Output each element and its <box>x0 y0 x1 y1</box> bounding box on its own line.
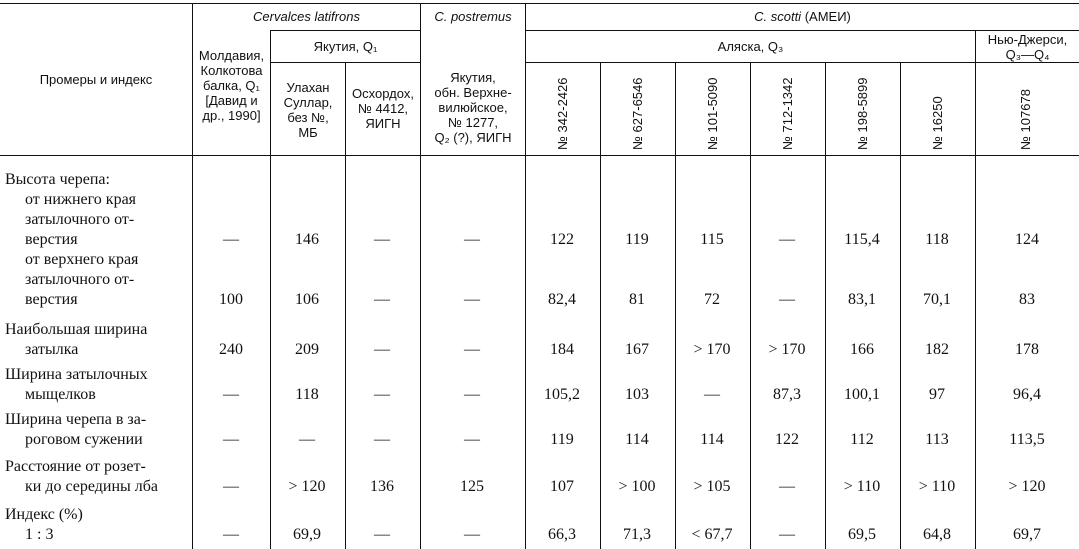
table-cell: 66,3 <box>548 526 576 543</box>
row-label: затылочного от- <box>25 211 135 228</box>
header-bottom-rule <box>0 155 1079 156</box>
col-moldova-line: Колкотова <box>200 63 263 78</box>
table-cell: 69,7 <box>1013 526 1041 543</box>
specimen-16250: № 16250 <box>930 96 945 150</box>
col-oskhordokh-line: Осхордох, <box>352 86 414 101</box>
table-cell: 240 <box>219 341 243 358</box>
row-label: роговом сужении <box>25 431 143 448</box>
row-label: Ширина черепа в за- <box>5 411 147 428</box>
table-cell: 122 <box>550 231 574 248</box>
table-cell: 100 <box>219 291 243 308</box>
table-cell: 100,1 <box>844 386 880 403</box>
col-rule-5 <box>525 3 526 549</box>
table-cell: — <box>223 478 239 495</box>
table-cell: 167 <box>625 341 649 358</box>
table-cell: 103 <box>625 386 649 403</box>
table-cell: > 120 <box>288 478 326 495</box>
col-postremus-line: Якутия, <box>450 70 496 85</box>
table-cell: 70,1 <box>923 291 951 308</box>
col-postremus-line: обн. Верхне- <box>434 85 512 100</box>
row-label: Расстояние от розет- <box>5 458 146 475</box>
col-oskhordokh-line: ЯИГН <box>365 116 401 131</box>
specimen-342-2426: № 342-2426 <box>555 77 570 150</box>
row-label: верстия <box>25 291 78 308</box>
table-cell: 69,5 <box>848 526 876 543</box>
table-cell: 82,4 <box>548 291 576 308</box>
row-label: мыщелков <box>25 386 96 403</box>
table-cell: 115,4 <box>844 231 880 248</box>
table-cell: 184 <box>550 341 574 358</box>
table-cell: — <box>223 526 239 543</box>
specimen-198-5899: № 198-5899 <box>855 77 870 150</box>
row-label: Ширина затылочных <box>5 366 148 383</box>
table-cell: > 100 <box>618 478 656 495</box>
table-cell: 118 <box>295 386 319 403</box>
table-cell: 115 <box>700 231 724 248</box>
col-new-jersey <box>976 32 1079 62</box>
table-cell: 112 <box>850 431 874 448</box>
table-cell: — <box>374 431 390 448</box>
row-label: 1 : 3 <box>25 526 54 543</box>
table-cell: 209 <box>295 341 319 358</box>
col-moldova-line: балка, Q₁ <box>203 78 260 93</box>
table-cell: — <box>464 291 480 308</box>
row-label-header: Промеры и индекс <box>39 72 153 87</box>
specimen-627-6546: № 627-6546 <box>630 77 645 150</box>
table-cell: 114 <box>700 431 724 448</box>
table-cell: — <box>464 526 480 543</box>
table-cell: — <box>223 431 239 448</box>
col-ulakhan-line: Суллар, <box>283 95 333 110</box>
table-cell: — <box>374 291 390 308</box>
table-cell: — <box>374 341 390 358</box>
table-cell: 87,3 <box>773 386 801 403</box>
table-cell: — <box>299 431 315 448</box>
col-postremus-line: вилюйское, <box>438 100 508 115</box>
table-cell: 125 <box>460 478 484 495</box>
table-cell: > 170 <box>768 341 806 358</box>
row-label: Индекс (%) <box>5 506 83 523</box>
table-cell: 71,3 <box>623 526 651 543</box>
table-cell: — <box>464 431 480 448</box>
table-cell: > 110 <box>843 478 881 495</box>
row-label: Наибольшая ширина <box>5 321 148 338</box>
col-oskhordokh-line: № 4412, <box>357 101 409 116</box>
group-c-scotti-source: (АМЕИ) <box>801 9 851 24</box>
table-cell: > 170 <box>693 341 731 358</box>
col-postremus-yakutia <box>421 70 525 145</box>
table-cell: 113,5 <box>1009 431 1045 448</box>
table-cell: 105,2 <box>544 386 580 403</box>
row-label: затылочного от- <box>25 271 135 288</box>
table-cell: — <box>464 341 480 358</box>
group-c-scotti <box>526 9 1079 24</box>
scotti-group-rule <box>525 30 1079 31</box>
col-ulakhan-line: МБ <box>298 125 318 140</box>
table-cell: 119 <box>550 431 574 448</box>
col-oskhordokh <box>346 86 420 131</box>
table-cell: — <box>464 231 480 248</box>
col-ulakhan-line: Улахан <box>286 80 330 95</box>
col-ulakhan <box>271 80 345 140</box>
table-cell: > 105 <box>693 478 731 495</box>
table-cell: 118 <box>925 231 949 248</box>
row-label: Высота черепа: <box>5 171 110 188</box>
table-cell: — <box>704 386 720 403</box>
table-cell: 97 <box>929 386 945 403</box>
top-rule <box>0 3 1079 4</box>
table-cell: 122 <box>775 431 799 448</box>
table-cell: — <box>779 526 795 543</box>
table-cell: 124 <box>1015 231 1039 248</box>
table-cell: 72 <box>704 291 720 308</box>
col-moldova <box>193 48 270 123</box>
table-cell: — <box>374 231 390 248</box>
table-cell: 113 <box>925 431 949 448</box>
specimen-712-1342: № 712-1342 <box>780 77 795 150</box>
table-cell: — <box>374 526 390 543</box>
table-cell: > 110 <box>918 478 956 495</box>
table-cell: 107 <box>550 478 574 495</box>
col-postremus-line: Q₂ (?), ЯИГН <box>434 130 512 145</box>
row-label: от нижнего края <box>25 191 137 208</box>
table-cell: 182 <box>925 341 949 358</box>
table-cell: 146 <box>295 231 319 248</box>
row-label: от верхнего края <box>25 251 139 268</box>
table-cell: 81 <box>629 291 645 308</box>
table-cell: — <box>779 231 795 248</box>
table-cell: 96,4 <box>1013 386 1041 403</box>
table-cell: 166 <box>850 341 874 358</box>
col-new-jersey-line: Нью-Джерси, <box>987 32 1068 47</box>
table-cell: — <box>779 291 795 308</box>
col-moldova-line: [Давид и <box>205 93 258 108</box>
table-cell: 119 <box>625 231 649 248</box>
col-postremus-line: № 1277, <box>447 115 499 130</box>
table-cell: 114 <box>625 431 649 448</box>
row-label: верстия <box>25 231 78 248</box>
table-cell: — <box>374 386 390 403</box>
table-cell: 83,1 <box>848 291 876 308</box>
group-c-postremus: C. postremus <box>434 9 512 24</box>
col-yakutia-q1: Якутия, Q₁ <box>313 39 378 54</box>
row-label: затылка <box>25 341 79 358</box>
table-cell: — <box>779 478 795 495</box>
cervalces-group-rule <box>270 30 420 31</box>
group-cervalces-latifrons: Cervalces latifrons <box>253 9 360 24</box>
specimen-107678: № 107678 <box>1018 89 1033 150</box>
group-c-scotti-name: C. scotti <box>754 9 802 24</box>
col-alaska: Аляска, Q₃ <box>717 39 784 54</box>
col-new-jersey-line: Q₃—Q₄ <box>1005 47 1050 62</box>
table-cell: 83 <box>1019 291 1035 308</box>
col-moldova-line: Молдавия, <box>198 48 265 63</box>
table-cell: — <box>223 386 239 403</box>
table-cell: > 120 <box>1008 478 1046 495</box>
table-cell: 178 <box>1015 341 1039 358</box>
table-cell: < 67,7 <box>691 526 733 543</box>
table-cell: — <box>223 231 239 248</box>
col-ulakhan-line: без №, <box>287 110 329 125</box>
alaska-rule <box>525 62 1079 63</box>
table-cell: 69,9 <box>293 526 321 543</box>
specimen-101-5090: № 101-5090 <box>705 77 720 150</box>
table-cell: — <box>464 386 480 403</box>
row-label: ки до середины лба <box>25 478 159 495</box>
table-cell: 106 <box>295 291 319 308</box>
table-cell: 64,8 <box>923 526 951 543</box>
table-cell: 136 <box>370 478 394 495</box>
col-moldova-line: др., 1990] <box>202 108 261 123</box>
